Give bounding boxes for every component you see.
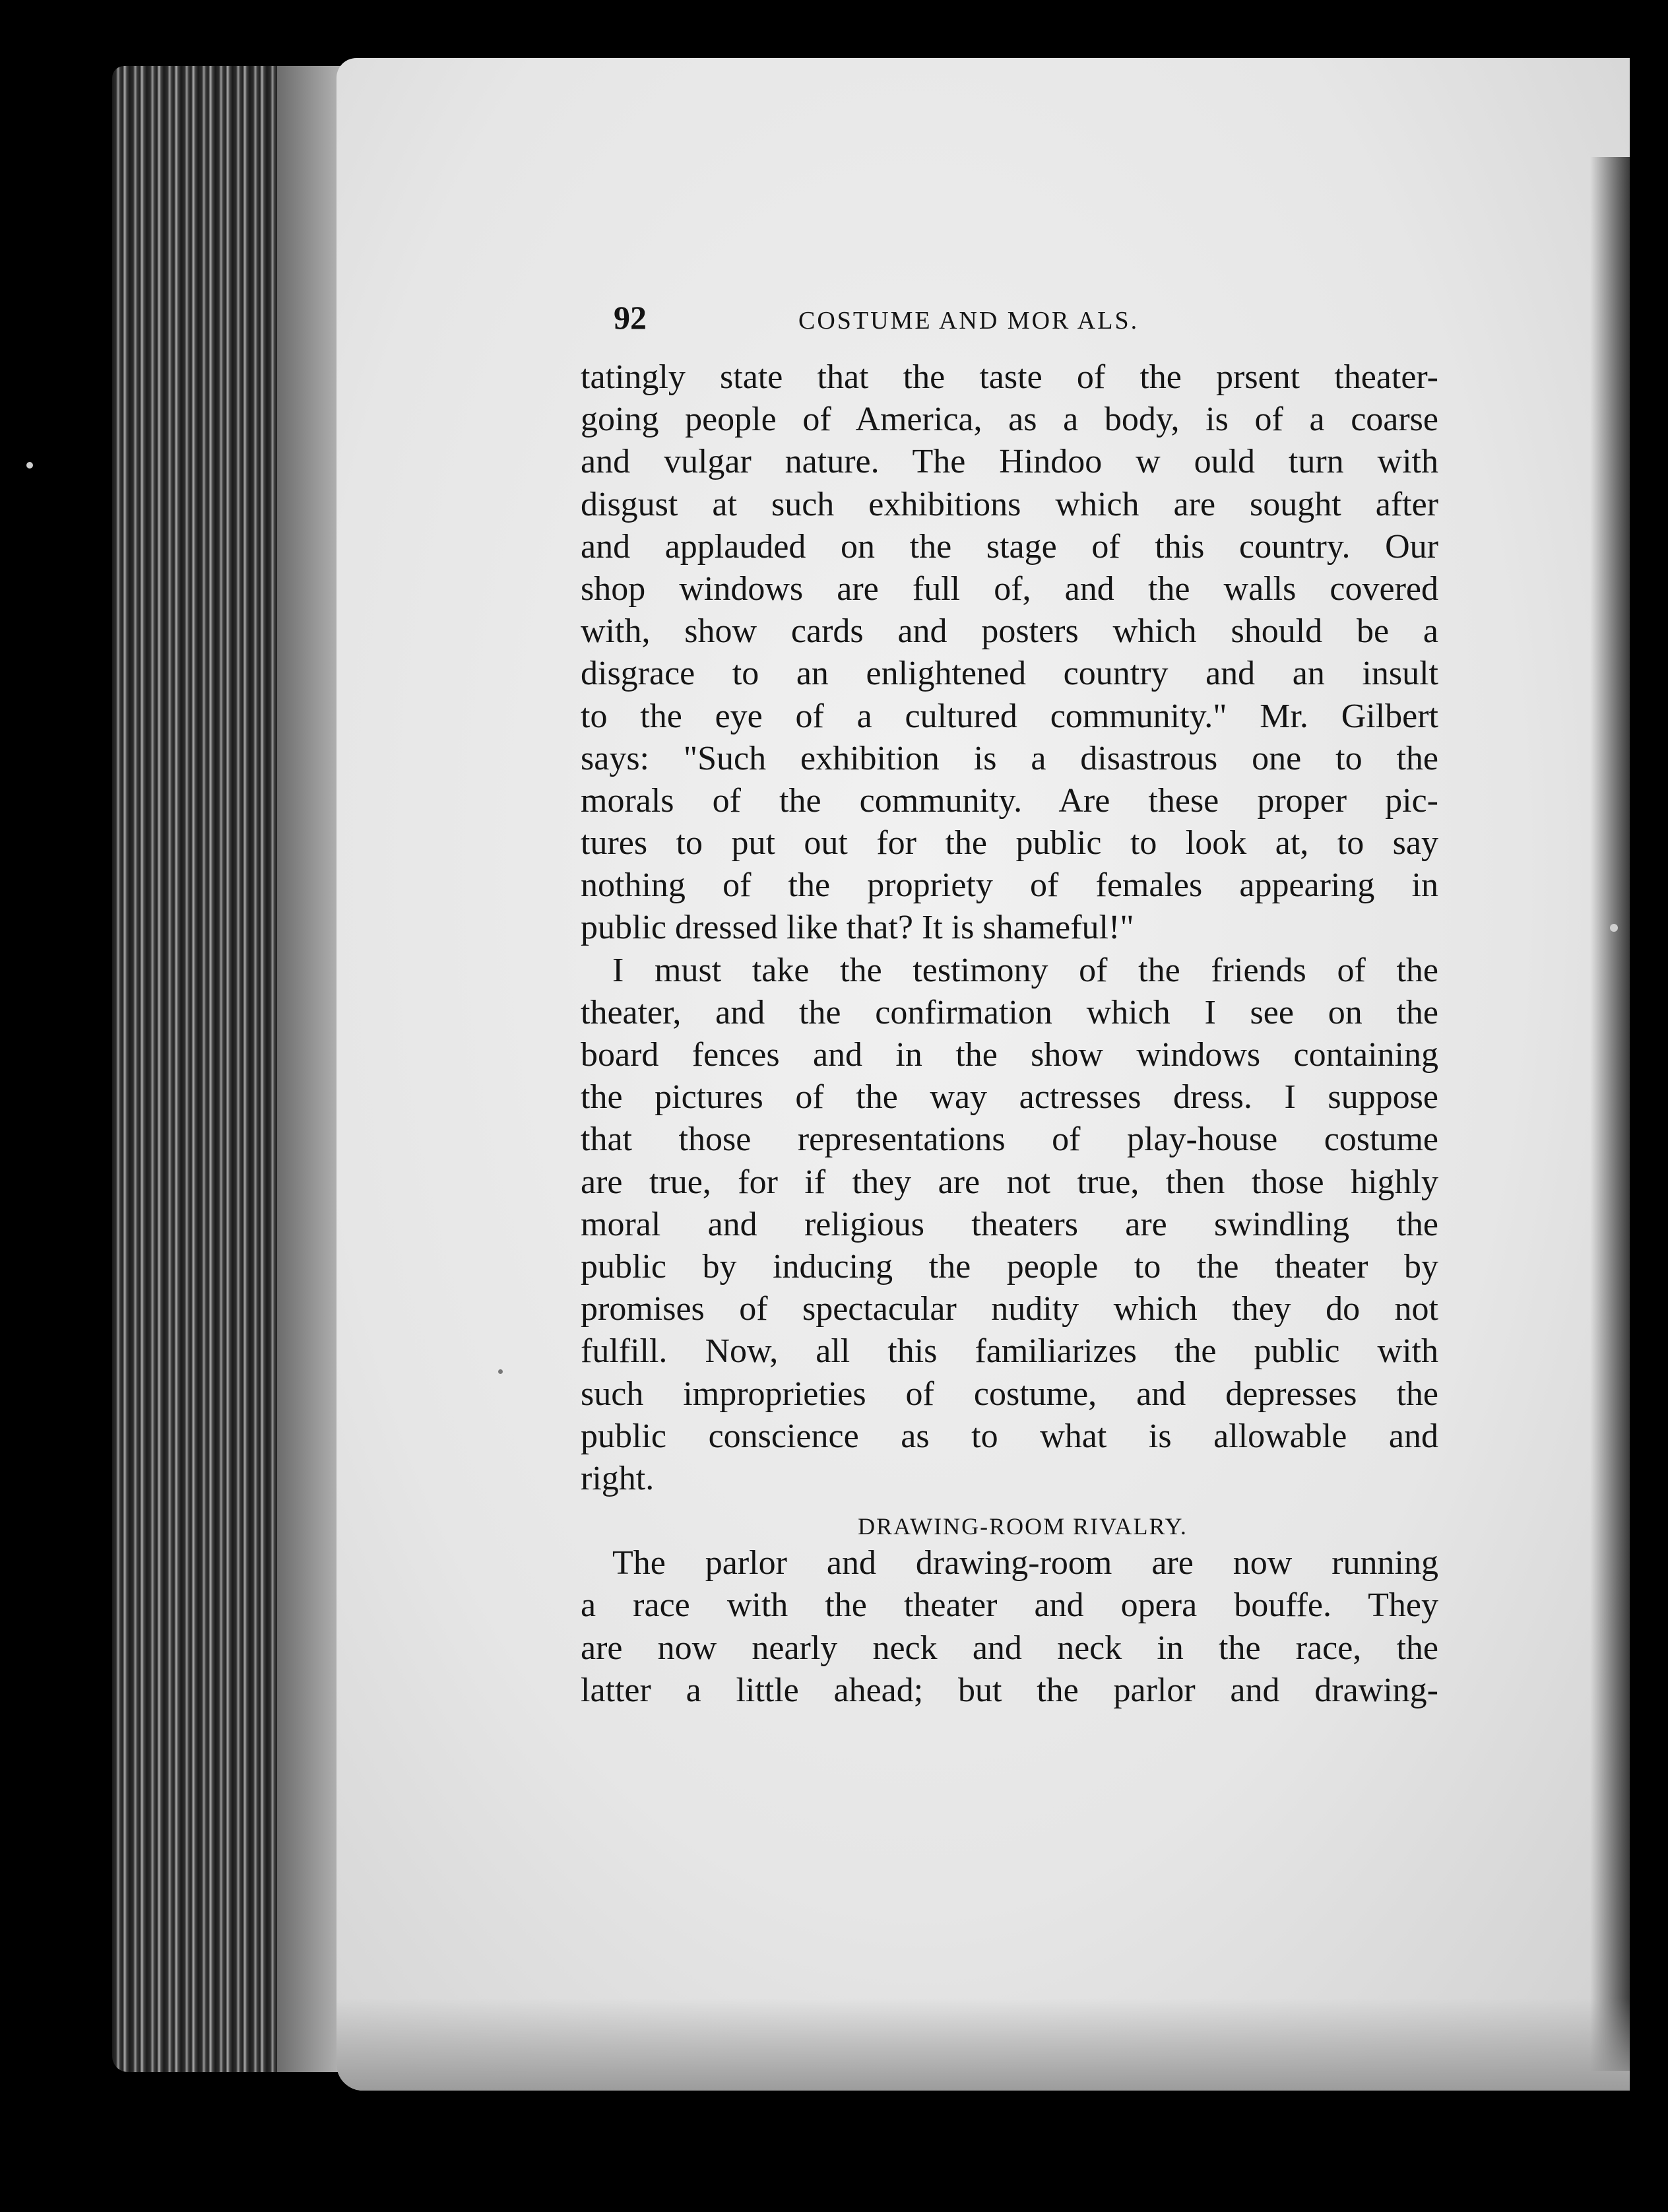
text-line: tatingly state that the taste of the prsent theater- (581, 358, 1438, 396)
text-line: with, show cards and posters which should be a (581, 612, 1438, 651)
text-line: right. (581, 1459, 655, 1497)
scan-speck (1610, 924, 1618, 932)
text-line: to the eye of a cultured community." Mr. Gilbert (581, 697, 1438, 735)
page-number: 92 (614, 299, 647, 336)
section-heading: DRAWING-ROOM RIVALRY. (858, 1513, 1188, 1540)
text-line: moral and religious theaters are swindling the (581, 1205, 1438, 1243)
running-title: COSTUME AND MOR ALS. (798, 307, 1139, 335)
text-line: says: "Such exhibition is a disastrous one to the (581, 739, 1438, 777)
scan-speck (498, 1369, 503, 1374)
scan-speck (26, 462, 33, 469)
text-line: morals of the community. Are these proper pic- (581, 781, 1438, 820)
text-line: public conscience as to what is allowable and (581, 1417, 1438, 1455)
text-line: disgust at such exhibitions which are sought after (581, 485, 1438, 523)
text-line: disgrace to an enlightened country and an insult (581, 655, 1438, 693)
text-line: fulfill. Now, all this familiarizes the public with (581, 1332, 1438, 1371)
text-line: nothing of the propriety of females appearing in (581, 866, 1438, 905)
text-line: theater, and the confirmation which I see on the (581, 993, 1438, 1031)
text-line: public dressed like that? It is shameful!" (581, 909, 1134, 947)
text-line: a race with the theater and opera bouffe. They (581, 1586, 1438, 1625)
page-gutter-shadow (1590, 157, 1630, 2071)
text-line: going people of America, as a body, is of a coarse (581, 401, 1438, 439)
text-line: are true, for if they are not true, then those highly (581, 1163, 1438, 1201)
text-line: public by inducing the people to the theater by (581, 1247, 1438, 1285)
text-line: tures to put out for the public to look at, to say (581, 824, 1438, 862)
text-line: such improprieties of costume, and depresses the (581, 1375, 1438, 1413)
page-bottom-shadow (337, 1998, 1630, 2091)
book-page-edges (112, 66, 350, 2072)
text-line: and applauded on the stage of this country. Our (581, 527, 1438, 566)
text-line: latter a little ahead; but the parlor and drawing- (581, 1671, 1438, 1709)
text-line: promises of spectacular nudity which they do not (581, 1290, 1438, 1328)
body-text (581, 356, 1438, 1712)
text-line: I must take the testimony of the friends of the (612, 951, 1438, 989)
text-line: are now nearly neck and neck in the race, the (581, 1629, 1438, 1667)
text-line: board fences and in the show windows containing (581, 1036, 1438, 1074)
text-line: that those representations of play-house costume (581, 1121, 1438, 1159)
text-line: shop windows are full of, and the walls covered (581, 569, 1438, 608)
text-line: The parlor and drawing-room are now running (612, 1544, 1438, 1582)
running-head (614, 298, 1445, 337)
text-line: the pictures of the way actresses dress. I suppose (581, 1078, 1438, 1117)
text-line: and vulgar nature. The Hindoo w ould turn with (581, 443, 1438, 481)
